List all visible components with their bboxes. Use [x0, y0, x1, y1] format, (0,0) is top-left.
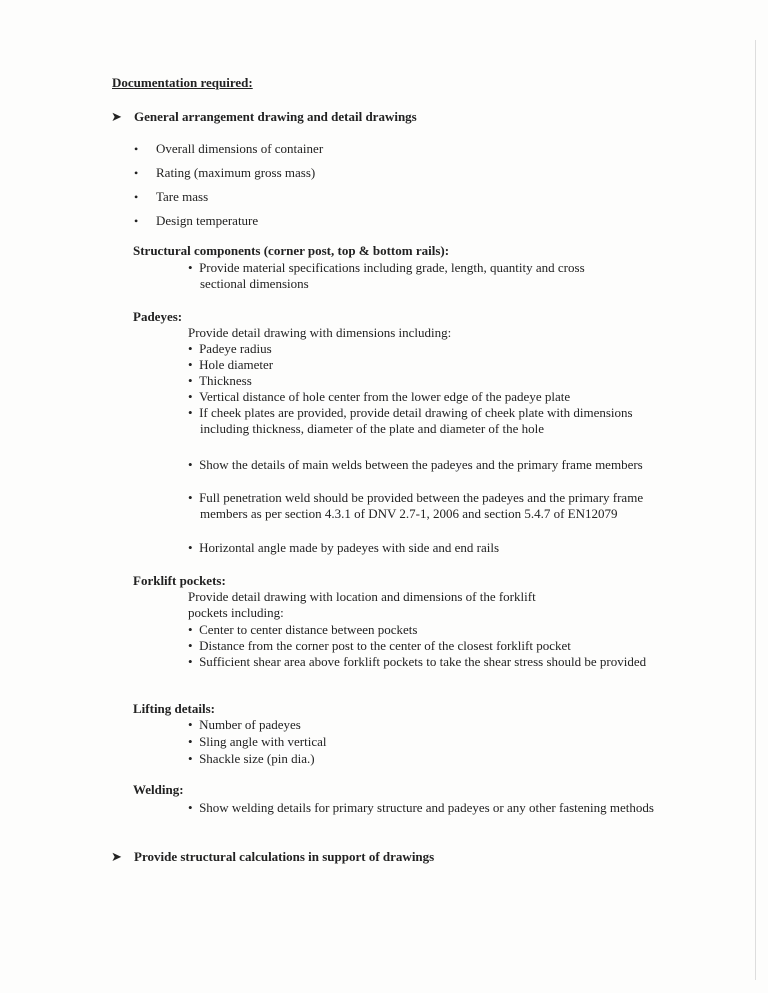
list-item: • Horizontal angle made by padeyes with side and end rails: [188, 540, 655, 556]
welding-title: Welding:: [133, 782, 184, 797]
bullet-icon: •: [134, 214, 139, 228]
list-item: • Number of padeyes: [188, 717, 600, 733]
list-item: • Provide material specifications including grade, length, quantity and cross sectional dimensions: [188, 260, 620, 292]
scan-edge-line: [755, 40, 756, 980]
list-item: • Vertical distance of hole center from the lower edge of the padeye plate: [188, 389, 655, 405]
list-item: • Hole diameter: [188, 357, 655, 373]
structural-components-title: Structural components (corner post, top & bottom rails):: [133, 243, 450, 258]
list-item: Tare mass: [156, 189, 209, 204]
forklift-intro: Provide detail drawing with location and dimensions of the forklift pockets including:: [188, 589, 536, 620]
list-item: • Padeye radius: [188, 341, 655, 357]
list-item: • Thickness: [188, 373, 655, 389]
arrow-bullet-icon: ➤: [111, 849, 122, 864]
list-item: • Distance from the corner post to the center of the closest forklift pocket: [188, 638, 660, 654]
arrow-bullet-icon: ➤: [111, 109, 122, 124]
list-item: Design temperature: [156, 213, 259, 228]
bullet-icon: •: [134, 190, 139, 204]
list-item: • Sling angle with vertical: [188, 734, 600, 750]
lifting-details-title: Lifting details:: [133, 701, 215, 716]
list-item: Rating (maximum gross mass): [156, 165, 316, 180]
padeyes-intro: Provide detail drawing with dimensions including:: [188, 325, 452, 340]
structural-calculations-title: Provide structural calculations in support of drawings: [134, 849, 435, 864]
list-item: • Show welding details for primary structure and padeyes or any other fastening methods: [188, 800, 660, 816]
documentation-heading: Documentation required:: [112, 75, 253, 90]
list-item: • Sufficient shear area above forklift pockets to take the shear stress should be provided: [188, 654, 660, 670]
list-item: • Full penetration weld should be provided between the padeyes and the primary frame members as per section 4.3.1 of DNV 2.7-1, 2006 and section 5.4.7 of EN12079: [188, 490, 660, 522]
bullet-icon: •: [134, 166, 139, 180]
forklift-pockets-title: Forklift pockets:: [133, 573, 226, 588]
list-item: • If cheek plates are provided, provide detail drawing of cheek plate with dimensions including thickness, diameter of the plate and diameter of the hole: [188, 405, 640, 437]
padeyes-title: Padeyes:: [133, 309, 183, 324]
general-arrangement-title: General arrangement drawing and detail drawings: [134, 109, 417, 124]
list-item: Overall dimensions of container: [156, 141, 324, 156]
bullet-icon: •: [134, 142, 139, 156]
list-item: • Center to center distance between pockets: [188, 622, 660, 638]
list-item: • Shackle size (pin dia.): [188, 751, 600, 767]
list-item: • Show the details of main welds between the padeyes and the primary frame members: [188, 457, 655, 473]
